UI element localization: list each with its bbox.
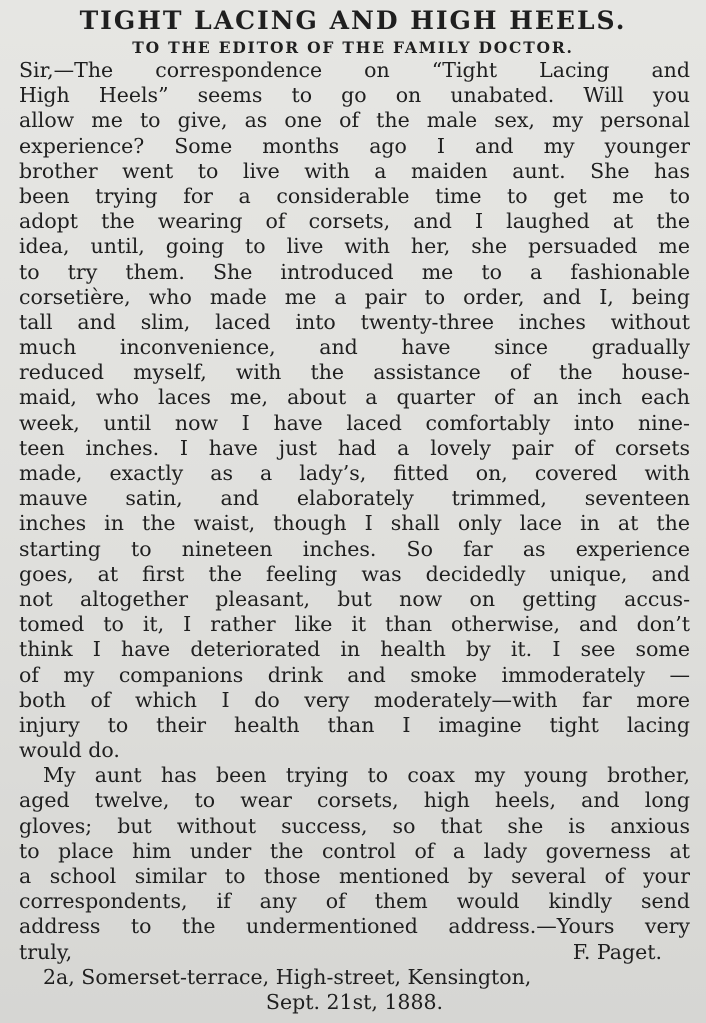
text-line: aged twelve, to wear corsets, high heels, and long xyxy=(19,788,690,813)
text-line: maid, who laces me, about a quarter of an inch each xyxy=(19,385,690,410)
text-line: not altogether pleasant, but now on getting accus- xyxy=(19,586,690,611)
text-line: much inconvenience, and have since gradually xyxy=(19,335,690,360)
text-line: idea, until, going to live with her, she persuaded me xyxy=(19,234,690,259)
text-line: both of which I do very moderately—with far more xyxy=(19,687,690,712)
text-line: teen inches. I have just had a lovely pair of corsets xyxy=(19,435,690,460)
address: 2a, Somerset-terrace, High-street, Kensington, xyxy=(43,964,532,989)
date: Sept. 21st, 1888. xyxy=(265,989,444,1014)
text-line: brother went to live with a maiden aunt. She has xyxy=(19,158,690,183)
text-line: tomed to it, I rather like it than otherwise, and don’t xyxy=(19,612,690,637)
text-line: tall and slim, laced into twenty-three inches without xyxy=(19,309,690,334)
text-line: address to the undermentioned address.—Yours very xyxy=(19,914,690,939)
text-line: been trying for a considerable time to get me to xyxy=(19,183,690,208)
text-line: inches in the waist, though I shall only lace in at the xyxy=(19,511,690,536)
text-line: gloves; but without success, so that she is anxious xyxy=(19,813,690,838)
text-line: injury to their health than I imagine tight lacing xyxy=(19,712,690,737)
text-line: a school similar to those mentioned by several of your xyxy=(19,864,690,888)
text-line: goes, at first the feeling was decidedly unique, and xyxy=(19,561,690,586)
text-line: week, until now I have laced comfortably into nine- xyxy=(19,410,690,435)
closing-line xyxy=(19,940,690,965)
text-line: reduced myself, with the assistance of the house- xyxy=(19,360,690,385)
text-line: think I have deteriorated in health by it. I see some xyxy=(19,637,690,662)
text-line: High Heels” seems to go on unabated. Will you xyxy=(19,83,690,108)
article-subtitle: TO THE EDITOR OF THE FAMILY DOCTOR. xyxy=(132,38,574,57)
text-line: My aunt has been trying to coax my young brother, xyxy=(43,763,690,788)
text-line: of my companions drink and smoke immoderately — xyxy=(19,662,690,687)
signature: F. Paget. xyxy=(572,939,662,964)
text-line: starting to nineteen inches. So far as experience xyxy=(19,536,690,561)
text-line: corsetière, who made me a pair to order, and I, being xyxy=(19,284,690,309)
article-title: TIGHT LACING AND HIGH HEELS. xyxy=(79,6,627,35)
letter-body xyxy=(19,58,690,1015)
text-line: to try them. She introduced me to a fashionable xyxy=(19,259,690,284)
text-line: mauve satin, and elaborately trimmed, seventeen xyxy=(19,486,690,511)
text-line: would do. xyxy=(19,738,120,763)
text-line: experience? Some months ago I and my younger xyxy=(19,133,690,158)
text-line: Sir,—The correspondence on “Tight Lacing and xyxy=(19,58,690,82)
text-line: to place him under the control of a lady governess at xyxy=(19,838,690,863)
closing: truly, xyxy=(19,939,73,964)
text-line: correspondents, if any of them would kindly send xyxy=(19,889,690,914)
text-line: made, exactly as a lady’s, fitted on, covered with xyxy=(19,461,690,485)
text-line: allow me to give, as one of the male sex, my personal xyxy=(19,108,690,133)
text-line: adopt the wearing of corsets, and I laughed at the xyxy=(19,209,690,234)
